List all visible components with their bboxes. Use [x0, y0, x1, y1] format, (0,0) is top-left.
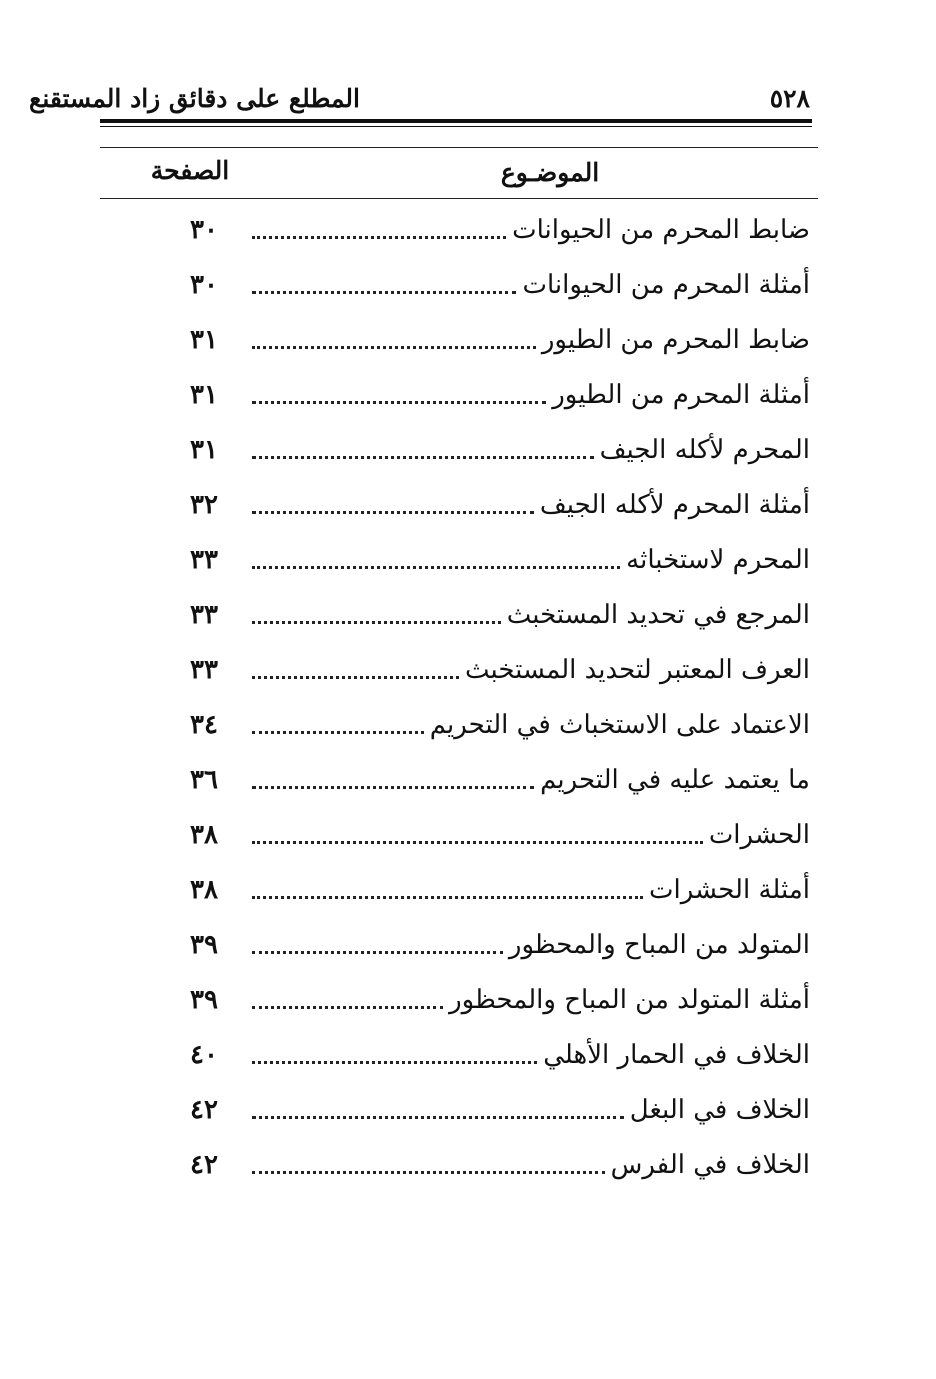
toc-entry-title: المحرم لأكله الجيف [599, 435, 810, 465]
dot-leader [252, 1006, 443, 1009]
toc-entry-title: ضابط المحرم من الحيوانات [512, 215, 810, 245]
dot-leader [252, 566, 620, 569]
toc-entry-page: ٣٨ [190, 875, 218, 905]
toc-entry-page: ٣٣ [190, 600, 218, 630]
topic-column-heading: الموضـوع [500, 158, 600, 187]
page-number: ٥٢٨ [769, 84, 810, 113]
toc-entry [180, 207, 810, 247]
toc-entry-title: المتولد من المباح والمحظور [508, 930, 810, 960]
dot-leader [252, 896, 643, 899]
toc-entry-page: ٣١ [190, 435, 218, 465]
dot-leader [252, 456, 594, 459]
toc-entry-title: الخلاف في البغل [629, 1095, 810, 1125]
toc-entry-title: ضابط المحرم من الطيور [541, 325, 810, 355]
dot-leader [252, 1116, 624, 1119]
toc-entry-page: ٣٢ [190, 490, 218, 520]
toc-entry-title: أمثلة الحشرات [649, 875, 810, 905]
dot-leader [252, 621, 501, 624]
toc-entry [180, 867, 810, 907]
toc-entry-title: الخلاف في الحمار الأهلي [543, 1040, 810, 1070]
toc-entry [180, 1087, 810, 1127]
toc-entry [180, 592, 810, 632]
toc-entry-page: ٣٩ [190, 930, 218, 960]
toc-entry-page: ٣٣ [190, 655, 218, 685]
toc-entry-title: أمثلة المحرم لأكله الجيف [539, 490, 810, 520]
toc-entry-title: الاعتماد على الاستخباث في التحريم [429, 710, 810, 740]
toc-entry-page: ٣١ [190, 380, 218, 410]
dot-leader [252, 1061, 537, 1064]
dot-leader [252, 841, 703, 844]
toc-entry-title: الخلاف في الفرس [610, 1150, 810, 1180]
toc-entry-page: ٣٠ [190, 270, 218, 300]
toc-entry-title: الحشرات [708, 820, 810, 850]
toc-entry-page: ٤٢ [190, 1095, 218, 1125]
dot-leader [252, 291, 516, 294]
toc-entry-title: ما يعتمد عليه في التحريم [540, 765, 810, 795]
toc-entry [180, 427, 810, 467]
book-title: المطلع على دقائق زاد المستقنع [29, 84, 360, 113]
toc-entry-page: ٤٠ [190, 1040, 218, 1070]
toc-entry-page: ٣٨ [190, 820, 218, 850]
dot-leader [252, 731, 424, 734]
dot-leader [252, 236, 506, 239]
dot-leader [252, 1171, 605, 1174]
toc-entry-title: المحرم لاستخباثه [626, 545, 810, 575]
dot-leader [252, 951, 503, 954]
toc-entry [180, 922, 810, 962]
toc-entry-page: ٤٢ [190, 1150, 218, 1180]
toc-entry [180, 812, 810, 852]
dot-leader [252, 676, 459, 679]
dot-leader [252, 786, 534, 789]
toc-entry-page: ٣٩ [190, 985, 218, 1015]
toc-entry [180, 317, 810, 357]
toc-entry-page: ٣٦ [190, 765, 218, 795]
toc-entry [180, 482, 810, 522]
toc-entry-page: ٣٤ [190, 710, 218, 740]
toc-entry [180, 977, 810, 1017]
toc-entry-title: أمثلة المحرم من الطيور [552, 380, 810, 410]
toc-entry [180, 372, 810, 412]
toc-entry-page: ٣١ [190, 325, 218, 355]
toc-entry-page: ٣٠ [190, 215, 218, 245]
toc-entry-title: أمثلة المتولد من المباح والمحظور [449, 985, 810, 1015]
page-column-heading: الصفحة [150, 156, 230, 185]
toc-entry-page: ٣٣ [190, 545, 218, 575]
toc-entry [180, 262, 810, 302]
toc-entry [180, 1032, 810, 1072]
toc-entry-title: العرف المعتبر لتحديد المستخبث [465, 655, 810, 685]
toc-entry [180, 647, 810, 687]
toc-entry [180, 702, 810, 742]
dot-leader [252, 346, 536, 349]
toc-entry [180, 1142, 810, 1182]
dot-leader [252, 511, 534, 514]
toc-entry-title: أمثلة المحرم من الحيوانات [522, 270, 810, 300]
toc-entry-title: المرجع في تحديد المستخبث [506, 600, 810, 630]
dot-leader [252, 401, 546, 404]
toc-entry [180, 757, 810, 797]
toc-entry [180, 537, 810, 577]
